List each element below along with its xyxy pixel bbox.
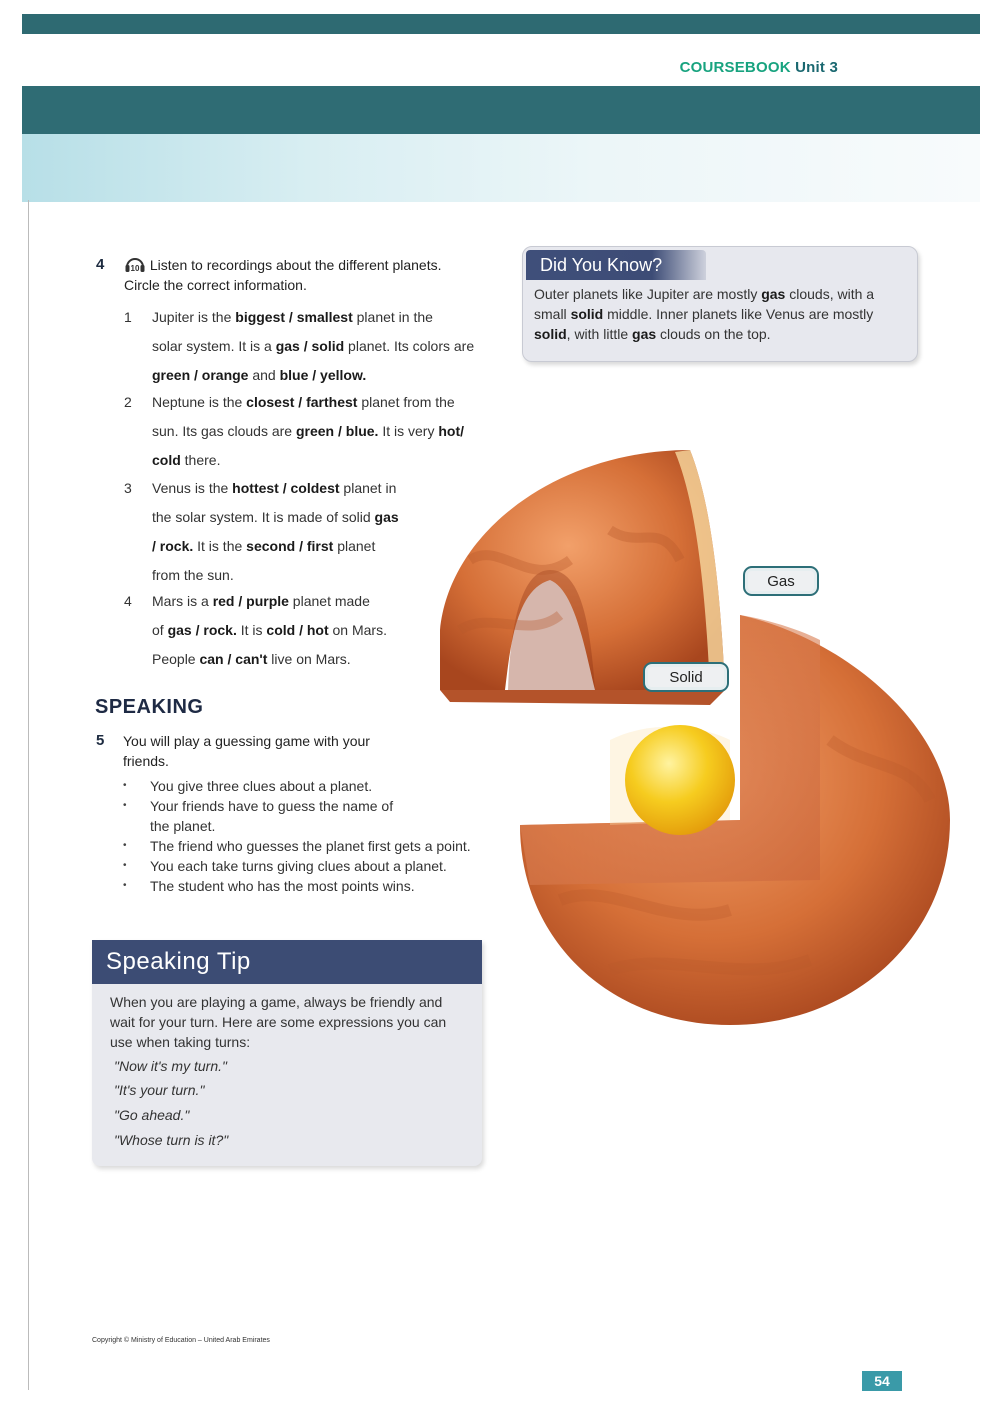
item-number: 3 bbox=[124, 480, 132, 496]
item-number: 2 bbox=[124, 394, 132, 410]
tip-quote: "Now it's my turn." bbox=[114, 1058, 227, 1074]
speaking-instruction-line-2: friends. bbox=[123, 753, 169, 769]
unit-header bbox=[680, 59, 838, 76]
page-number: 54 bbox=[862, 1371, 902, 1391]
speaking-tip-title: Speaking Tip bbox=[92, 940, 482, 984]
item-line: the solar system. It is made of solid gas bbox=[152, 509, 399, 525]
speaking-instruction-line-1: You will play a guessing game with your bbox=[123, 733, 370, 749]
item-line: cold there. bbox=[152, 452, 221, 468]
list-item: • You each take turns giving clues about a planet. bbox=[123, 856, 503, 876]
list-item: • The friend who guesses the planet first gets a point. bbox=[123, 836, 503, 856]
did-you-know-line: solid, with little gas clouds on the top. bbox=[534, 326, 771, 342]
item-line: Mars is a red / purple planet made bbox=[152, 593, 370, 609]
page-margin-line bbox=[28, 200, 29, 1390]
item-line: Neptune is the closest / farthest planet from the bbox=[152, 394, 455, 410]
exercise-5-number: 5 bbox=[96, 732, 105, 749]
item-line: Venus is the hottest / coldest planet in bbox=[152, 480, 397, 496]
did-you-know-line: small solid middle. Inner planets like Venus are mostly bbox=[534, 306, 874, 322]
item-line: from the sun. bbox=[152, 567, 234, 583]
item-line: solar system. It is a gas / solid planet. Its colors are bbox=[152, 338, 475, 354]
exercise-5-instruction bbox=[123, 731, 493, 771]
tip-quote: "It's your turn." bbox=[114, 1082, 205, 1098]
instruction-line-1: Listen to recordings about the different planets. bbox=[149, 257, 442, 273]
solid-core bbox=[625, 725, 735, 835]
item-line: / rock. It is the second / first planet bbox=[152, 538, 376, 554]
item-line: of gas / rock. It is cold / hot on Mars. bbox=[152, 622, 387, 638]
audio-track-number: 10 bbox=[130, 264, 140, 273]
did-you-know-title: Did You Know? bbox=[526, 250, 706, 280]
header-band-gradient bbox=[22, 134, 980, 202]
exercise-4-instruction bbox=[124, 255, 494, 295]
item-line: green / orange and blue / yellow. bbox=[152, 367, 367, 383]
item-line: People can / can't live on Mars. bbox=[152, 651, 351, 667]
instruction-line-2: Circle the correct information. bbox=[124, 277, 307, 293]
gas-label: Gas bbox=[743, 566, 819, 596]
item-number: 1 bbox=[124, 309, 132, 325]
item-number: 4 bbox=[124, 593, 132, 609]
tip-quote: "Whose turn is it?" bbox=[114, 1132, 229, 1148]
speaking-rules-list bbox=[123, 776, 503, 896]
solid-label: Solid bbox=[643, 662, 729, 692]
exercise-4-number: 4 bbox=[96, 256, 105, 273]
item-line: sun. Its gas clouds are green / blue. It is very hot/ bbox=[152, 423, 464, 439]
did-you-know-text bbox=[534, 284, 904, 344]
did-you-know-line: Outer planets like Jupiter are mostly gas clouds, with a bbox=[534, 286, 875, 302]
copyright-notice: Copyright © Ministry of Education – United Arab Emirates bbox=[92, 1337, 270, 1344]
list-item: • The student who has the most points wins. bbox=[123, 876, 503, 896]
coursebook-label: COURSEBOOK bbox=[679, 59, 791, 76]
header-band-top bbox=[22, 14, 980, 34]
unit-label: Unit 3 bbox=[795, 59, 838, 76]
speaking-heading: SPEAKING bbox=[95, 696, 204, 718]
headphones-icon[interactable] bbox=[124, 255, 146, 273]
header-band-middle bbox=[22, 86, 980, 134]
item-line: Jupiter is the biggest / smallest planet in the bbox=[152, 309, 433, 325]
list-item: • Your friends have to guess the name of the planet. bbox=[123, 796, 415, 836]
tip-quote: "Go ahead." bbox=[114, 1107, 190, 1123]
list-item: • You give three clues about a planet. bbox=[123, 776, 420, 796]
speaking-tip-text: When you are playing a game, always be friendly and wait for your turn. Here are some expressions you can use when taking turns: bbox=[110, 994, 447, 1050]
exercise-item-text[interactable] bbox=[152, 303, 497, 390]
